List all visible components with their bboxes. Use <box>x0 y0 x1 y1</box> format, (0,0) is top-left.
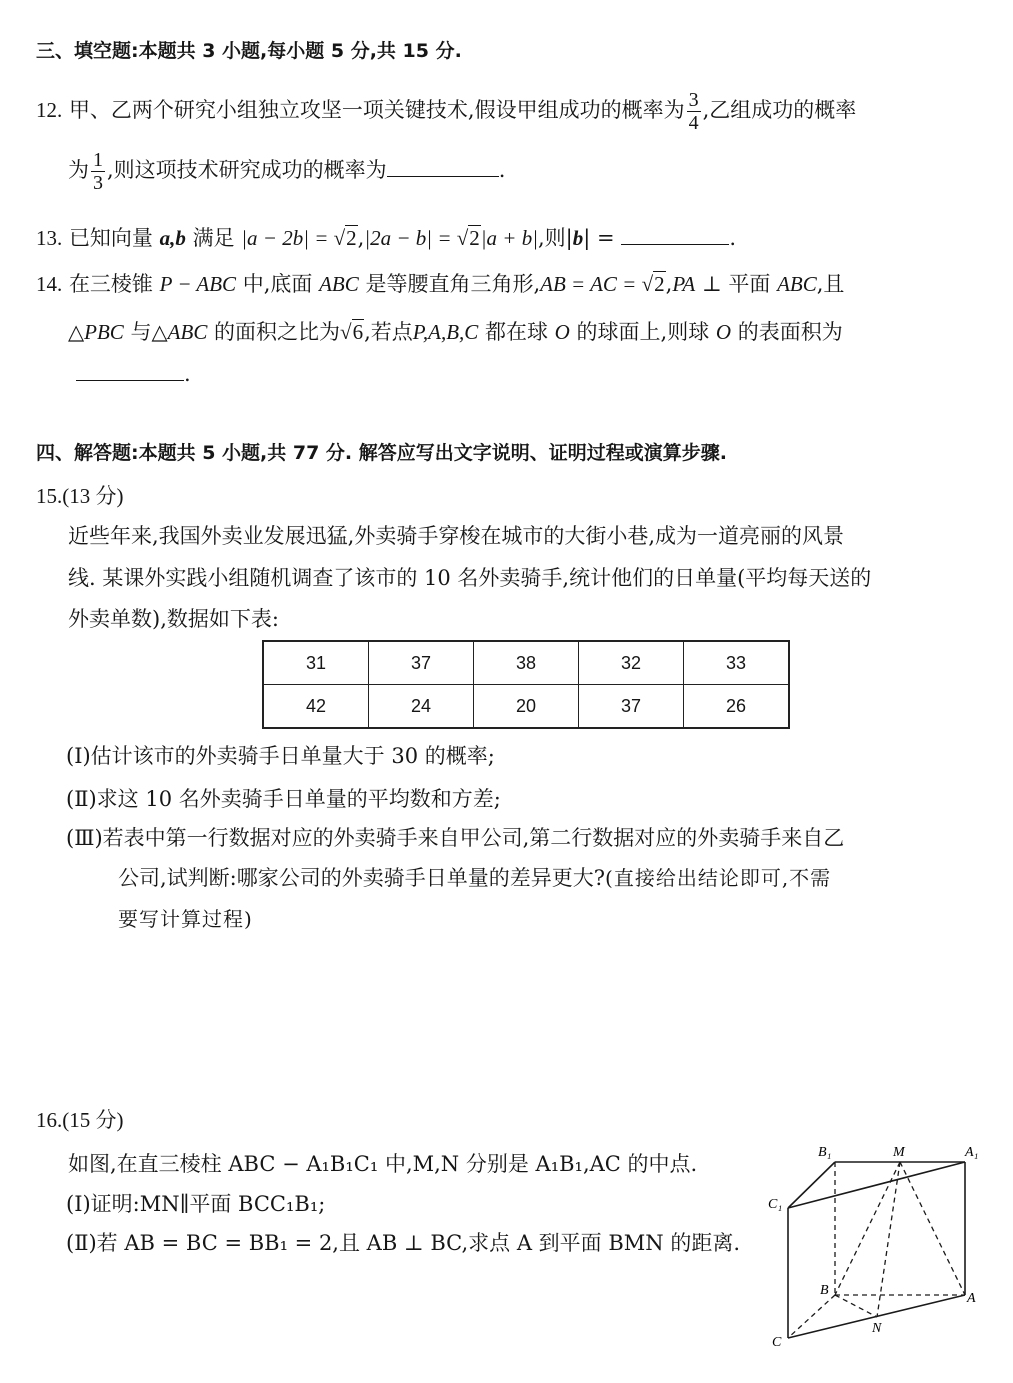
label-a: A <box>967 1291 976 1306</box>
section3-heading: 三、填空题:本题共 3 小题,每小题 5 分,共 15 分. <box>36 40 462 62</box>
q14-line1-b: 中,底面 <box>242 272 313 296</box>
q16-subquestion-1: (Ⅰ)证明:MN∥平面 BCC₁B₁; <box>66 1192 326 1216</box>
label-b: B <box>820 1283 829 1298</box>
q15-s3-text: 公司,试判断:哪家公司的外卖骑手日单量的差异更大? <box>118 866 606 890</box>
q13-answer-blank[interactable] <box>621 230 729 245</box>
table-cell: 32 <box>579 641 684 685</box>
q12-answer-blank[interactable] <box>387 162 499 177</box>
q16-number: 16. <box>36 1108 63 1132</box>
table-cell: 37 <box>369 641 474 685</box>
q14-ab-ac: AB = AC = <box>540 272 642 296</box>
q16-subquestion-2: (Ⅱ)若 AB = BC = BB₁ = 2,且 AB ⊥ BC,求点 A 到平面 BMN 的距离. <box>66 1231 741 1255</box>
q12-line1-tail: ,乙组成功的概率 <box>702 98 857 122</box>
q12-period: . <box>498 158 506 182</box>
q15-subquestion-3-line3: 要写计算过程) <box>118 907 253 931</box>
q12-frac1-numerator: 3 <box>688 89 699 111</box>
q12-line2-head: 为 <box>68 158 89 182</box>
q15-subquestion-3-line2 <box>118 862 831 892</box>
q13-then: ,则| <box>538 226 573 250</box>
q14-abc: ABC <box>319 272 359 296</box>
q13-b: b <box>572 226 584 250</box>
table-cell: 24 <box>369 685 474 729</box>
q12-frac1-denominator: 4 <box>688 112 699 134</box>
label-n: N <box>872 1321 882 1336</box>
q14-line2-c: 的面积之比为 <box>214 320 341 344</box>
q13-text-a: 已知向量 <box>68 226 153 250</box>
question-12-line2 <box>68 150 505 193</box>
question-16-header <box>36 1104 124 1134</box>
q12-fraction-1-3 <box>91 150 105 193</box>
q13-sqrt2-a-radicand: 2 <box>346 226 357 250</box>
q15-data-table <box>262 640 790 729</box>
q13-sqrt2-b: √2 <box>456 226 480 250</box>
q15-subquestion-1: (Ⅰ)估计该市的外卖骑手日单量大于 30 的概率; <box>66 744 495 768</box>
q13-cond1-left: |a − 2b| = <box>241 226 334 250</box>
q14-pyramid: P − ABC <box>159 272 237 296</box>
q13-cond2-left: |2a − b| = <box>364 226 457 250</box>
section4-heading: 四、解答题:本题共 5 小题,共 77 分. 解答应写出文字说明、证明过程或演算步骤. <box>36 442 727 464</box>
q13-sqrt2-a: √2 <box>333 226 357 250</box>
question-14-line1 <box>36 268 844 298</box>
q13-separator: , <box>357 226 365 250</box>
q14-sqrt2: √2 <box>641 272 665 296</box>
q13-period: . <box>729 226 736 250</box>
q14-o-2: O <box>715 320 732 344</box>
q16-paragraph: 如图,在直三棱柱 ABC − A₁B₁C₁ 中,M,N 分别是 A₁B₁,AC 的中点. <box>68 1152 698 1176</box>
q14-line2-e: 都在球 <box>484 320 548 344</box>
q14-line2-d: ,若点 <box>364 320 413 344</box>
label-b1: B₁ <box>818 1145 832 1160</box>
q13-vectors: a,b <box>159 226 186 250</box>
label-m: M <box>893 1145 905 1160</box>
q14-line2-f: 的球面上,则球 <box>576 320 710 344</box>
table-cell: 37 <box>579 685 684 729</box>
q12-line1-text: 甲、乙两个研究小组独立攻坚一项关键技术,假设甲组成功的概率为 <box>68 98 685 122</box>
q15-number: 15. <box>36 484 63 508</box>
q14-sqrt6: √6 <box>340 320 364 344</box>
q12-frac2-numerator: 1 <box>93 149 103 171</box>
label-c1: C₁ <box>768 1197 783 1212</box>
q13-equals: | = <box>583 226 615 250</box>
q14-line1-a: 在三棱锥 <box>68 272 153 296</box>
q14-line1-e: ⊥ 平面 <box>701 272 771 296</box>
q14-line1-d: , <box>665 272 673 296</box>
q13-text-b: 满足 <box>192 226 235 250</box>
table-cell: 42 <box>263 685 369 729</box>
q14-line2-g: 的表面积为 <box>737 320 843 344</box>
q15-paragraph-line3: 外卖单数),数据如下表: <box>68 607 279 631</box>
q14-abc-2: ABC <box>777 272 817 296</box>
q14-number: 14. <box>36 272 63 296</box>
q14-answer-blank[interactable] <box>76 366 184 381</box>
table-cell: 33 <box>684 641 790 685</box>
table-cell: 31 <box>263 641 369 685</box>
question-13 <box>36 222 736 252</box>
q16-score: (15 分) <box>62 1108 124 1132</box>
segment-m-n <box>877 1162 900 1317</box>
q12-fraction-3-4 <box>687 90 701 133</box>
q14-abc-3: ABC <box>167 320 208 344</box>
q14-line1-c: 是等腰直角三角形, <box>365 272 541 296</box>
q15-paragraph-line1: 近些年来,我国外卖业发展迅猛,外卖骑手穿梭在城市的大街小巷,成为一道亮丽的风景 <box>68 524 845 548</box>
prism-figure <box>760 1130 1000 1355</box>
segment-b-n <box>835 1295 877 1317</box>
table-cell: 20 <box>474 685 579 729</box>
question-12-line1 <box>36 90 856 133</box>
q15-paragraph-line2: 线. 某课外实践小组随机调查了该市的 10 名外卖骑手,统计他们的日单量(平均每天送的 <box>68 566 872 590</box>
question-15-header <box>36 480 124 510</box>
q13-sqrt2-b-radicand: 2 <box>469 226 480 250</box>
q14-o: O <box>554 320 570 344</box>
q12-frac2-denominator: 3 <box>93 172 103 194</box>
q14-line2-b: 与△ <box>130 320 168 344</box>
q15-subquestion-2: (Ⅱ)求这 10 名外卖骑手日单量的平均数和方差; <box>66 787 501 811</box>
q14-points: P,A,B,C <box>412 320 479 344</box>
q15-subquestion-3-line1: (Ⅲ)若表中第一行数据对应的外卖骑手来自甲公司,第二行数据对应的外卖骑手来自乙 <box>66 826 845 850</box>
label-c: C <box>772 1335 782 1350</box>
q14-sqrt6-radicand: 6 <box>352 320 364 344</box>
q13-cond2-tail: |a + b| <box>480 226 538 250</box>
question-14-line3 <box>76 362 191 386</box>
table-cell: 38 <box>474 641 579 685</box>
q14-pbc: PBC <box>84 320 124 344</box>
question-14-line2 <box>68 316 843 346</box>
q15-score: (13 分) <box>62 484 124 508</box>
q13-number: 13. <box>36 226 63 250</box>
table-cell: 26 <box>684 685 790 729</box>
table-row <box>263 641 789 685</box>
segment-m-a <box>900 1162 965 1295</box>
label-a1: A₁ <box>965 1145 979 1160</box>
q14-line1-f: ,且 <box>816 272 845 296</box>
q14-sqrt2-radicand: 2 <box>654 272 665 296</box>
table-row <box>263 685 789 729</box>
q14-triangle-symbol: △ <box>68 320 85 344</box>
q14-pa: PA <box>672 272 696 296</box>
edge-c1-a1 <box>788 1162 965 1208</box>
q12-number: 12. <box>36 98 63 122</box>
q12-line2-text: ,则这项技术研究成功的概率为 <box>107 158 387 182</box>
q15-s3-note: (直接给出结论即可,不需 <box>605 866 832 890</box>
q14-period: . <box>184 362 191 386</box>
